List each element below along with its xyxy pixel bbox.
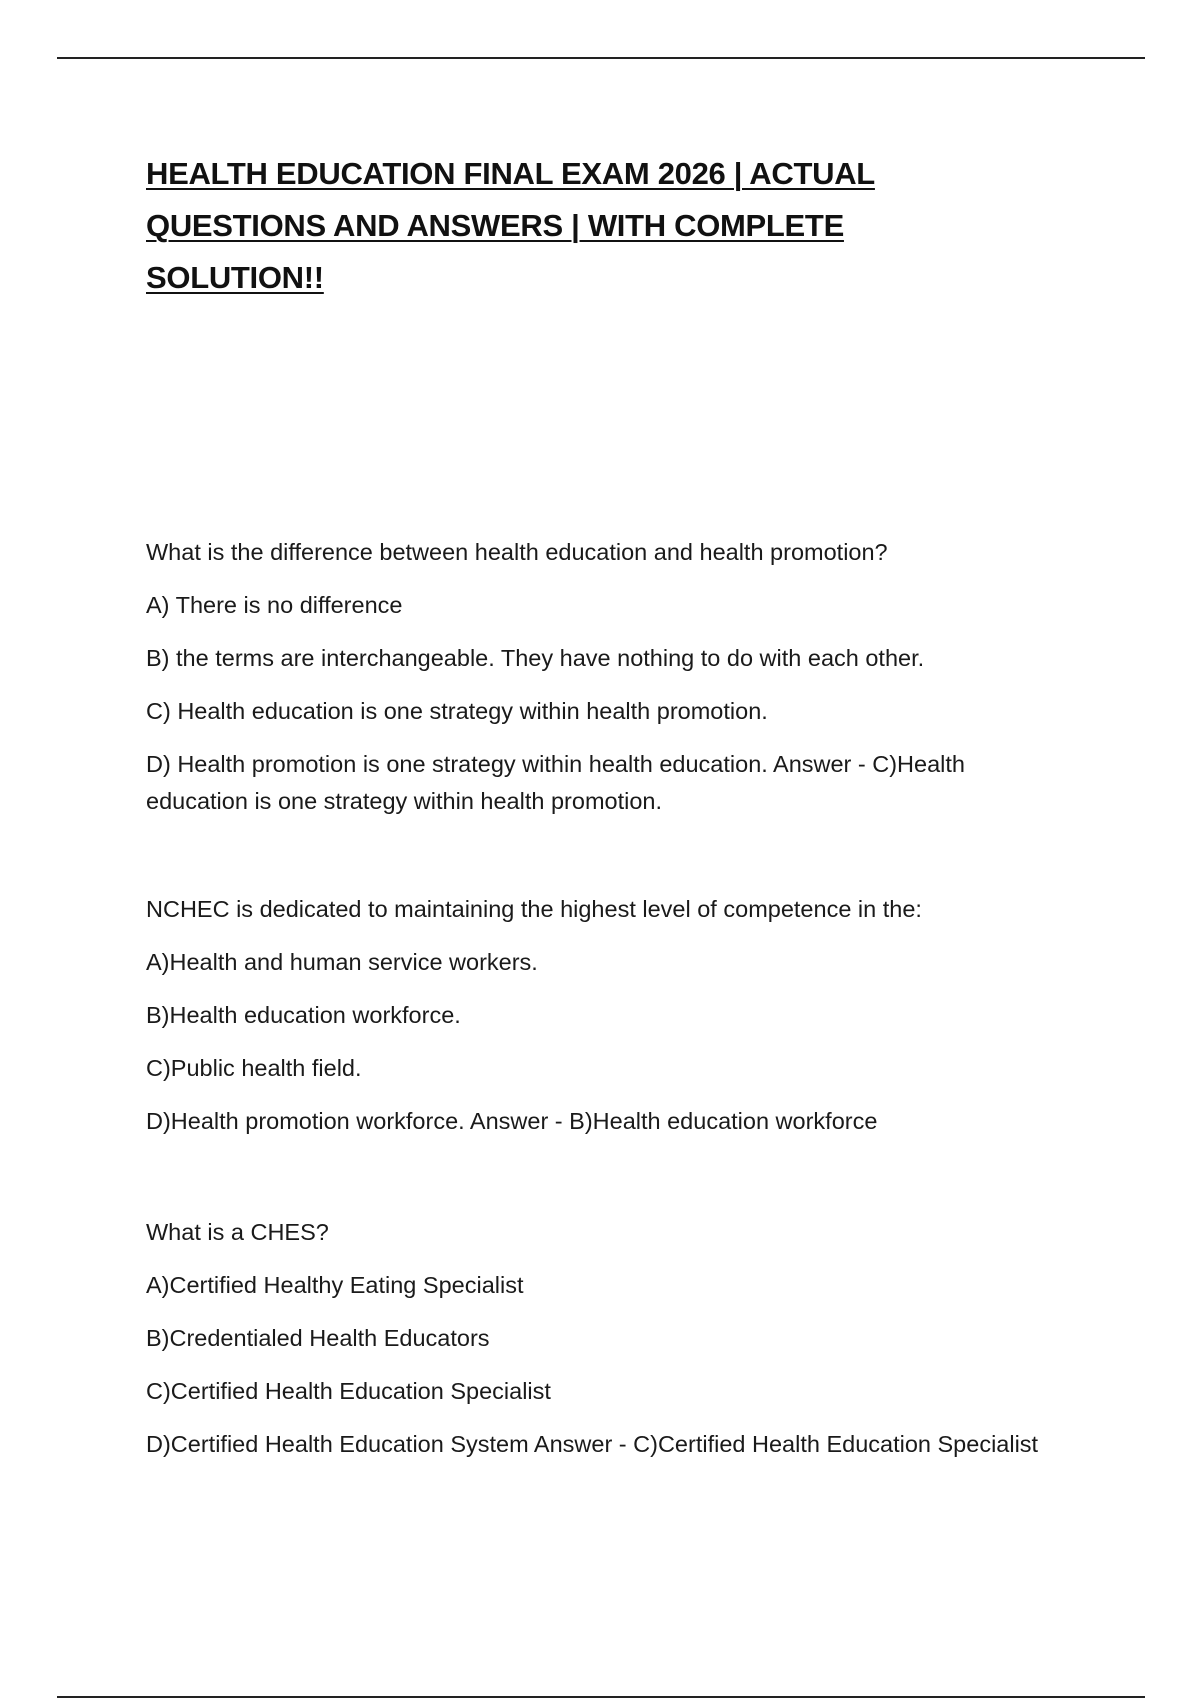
option-d-with-answer: D)Certified Health Education System Answer - C)Certified Health Education Specialist xyxy=(146,1431,1039,1457)
option-d-with-answer: D)Health promotion workforce. Answer - B)Health education workforce xyxy=(146,1108,878,1134)
option-a: A) There is no difference xyxy=(146,592,403,618)
option-c: C)Public health field. xyxy=(146,1055,362,1081)
footer-rule xyxy=(57,1696,1145,1698)
question-block-3 xyxy=(146,1214,1046,1463)
option-b: B)Credentialed Health Educators xyxy=(146,1325,490,1351)
document-title: HEALTH EDUCATION FINAL EXAM 2026 | ACTUAL QUESTIONS AND ANSWERS | WITH COMPLETE SOLUTION!! xyxy=(146,156,875,295)
option-b: B)Health education workforce. xyxy=(146,1002,461,1028)
question-block-2 xyxy=(146,891,1046,1140)
question-block-1 xyxy=(146,534,1046,820)
question-text: NCHEC is dedicated to maintaining the highest level of competence in the: xyxy=(146,896,922,922)
option-d-with-answer: D) Health promotion is one strategy within health education. Answer - C)Health education is one strategy within health promotion. xyxy=(146,751,965,814)
header-rule xyxy=(57,57,1145,59)
option-c: C)Certified Health Education Specialist xyxy=(146,1378,551,1404)
option-a: A)Health and human service workers. xyxy=(146,949,538,975)
question-text: What is the difference between health education and health promotion? xyxy=(146,539,888,565)
option-b: B) the terms are interchangeable. They have nothing to do with each other. xyxy=(146,645,925,671)
option-c: C) Health education is one strategy within health promotion. xyxy=(146,698,768,724)
option-a: A)Certified Healthy Eating Specialist xyxy=(146,1272,524,1298)
question-text: What is a CHES? xyxy=(146,1219,329,1245)
